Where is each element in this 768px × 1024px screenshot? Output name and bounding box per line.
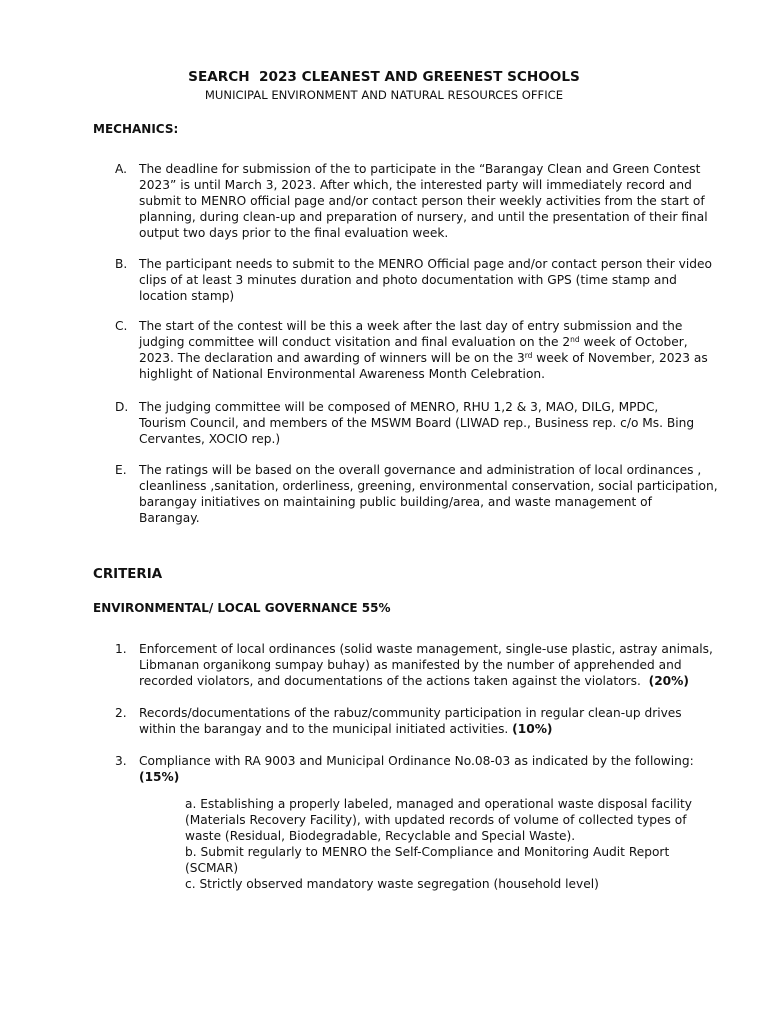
paragraph-line: 2023. The declaration and awarding of winners will be on the 3rd week of November, 2023 as: [139, 351, 708, 365]
paragraph-line: output two days prior to the final evaluation week.: [139, 226, 449, 240]
criteria-heading: CRITERIA: [93, 567, 163, 582]
subitem-line: (Materials Recovery Facility), with updated records of volume of collected types of: [185, 813, 687, 827]
paragraph-line: Compliance with RA 9003 and Municipal Ordinance No.08-03 as indicated by the following:: [139, 754, 694, 768]
paragraph-line: within the barangay and to the municipal initiated activities. (10%): [139, 722, 553, 736]
criteria-item-3-subitems: [185, 796, 692, 892]
list-marker: D.: [115, 400, 129, 414]
paragraph-line: The ratings will be based on the overall governance and administration of local ordinances ,: [139, 463, 702, 477]
paragraph-line: recorded violators, and documentations of the actions taken against the violators. (20%): [139, 674, 689, 688]
list-marker: 1.: [115, 642, 127, 656]
document-subtitle: MUNICIPAL ENVIRONMENT AND NATURAL RESOURCES OFFICE: [204, 88, 564, 102]
paragraph-line: clips of at least 3 minutes duration and photo documentation with GPS (time stamp and: [139, 273, 677, 287]
paragraph-line: The participant needs to submit to the MENRO Official page and/or contact person their video: [139, 257, 712, 271]
subitem-line: waste (Residual, Biodegradable, Recyclable and Special Waste).: [185, 829, 576, 843]
paragraph-line: planning, during clean-up and preparation of nursery, and until the presentation of their final: [139, 210, 708, 224]
paragraph-line: The deadline for submission of the to participate in the “Barangay Clean and Green Contest: [139, 162, 701, 176]
paragraph-line: Records/documentations of the rabuz/community participation in regular clean-up drives: [139, 706, 682, 720]
list-marker: A.: [115, 162, 127, 176]
list-marker: E.: [115, 463, 127, 477]
paragraph-line: submit to MENRO official page and/or contact person their weekly activities from the start of: [139, 194, 705, 208]
weight-percentage: (15%): [139, 770, 180, 784]
subitem-line: b. Submit regularly to MENRO the Self-Compliance and Monitoring Audit Report: [185, 845, 670, 859]
mechanics-heading: MECHANICS:: [93, 122, 179, 136]
weight-percentage: (20%): [648, 674, 689, 688]
paragraph-line: Barangay.: [139, 511, 200, 525]
weight-percentage: (10%): [512, 722, 553, 736]
ordinal-superscript: rd: [524, 351, 533, 360]
paragraph-line: 2023” is until March 3, 2023. After which, the interested party will immediately record and: [139, 178, 692, 192]
paragraph-line: Cervantes, XOCIO rep.): [139, 432, 281, 446]
criteria-subheading: ENVIRONMENTAL/ LOCAL GOVERNANCE 55%: [93, 601, 391, 615]
paragraph-line: cleanliness ,sanitation, orderliness, greening, environmental conservation, social participation,: [139, 479, 718, 493]
subitem-line: (SCMAR): [185, 861, 239, 875]
paragraph-line: location stamp): [139, 289, 235, 303]
paragraph-line: highlight of National Environmental Awareness Month Celebration.: [139, 367, 546, 381]
paragraph-line: The judging committee will be composed of MENRO, RHU 1,2 & 3, MAO, DILG, MPDC,: [139, 400, 659, 414]
list-marker: B.: [115, 257, 128, 271]
paragraph-line: Tourism Council, and members of the MSWM Board (LIWAD rep., Business rep. c/o Ms. Bing: [139, 416, 695, 430]
paragraph-line: The start of the contest will be this a week after the last day of entry submission and the: [139, 319, 683, 333]
list-marker: 2.: [115, 706, 127, 720]
subitem-line: a. Establishing a properly labeled, managed and operational waste disposal facility: [185, 797, 692, 811]
list-marker: C.: [115, 319, 128, 333]
ordinal-superscript: nd: [570, 335, 580, 344]
subitem-line: c. Strictly observed mandatory waste segregation (household level): [185, 877, 599, 891]
paragraph-line: Enforcement of local ordinances (solid waste management, single-use plastic, astray animals,: [139, 642, 713, 656]
paragraph-line: judging committee will conduct visitation and final evaluation on the 2nd week of October,: [139, 335, 688, 349]
paragraph-line: Libmanan organikong sumpay buhay) as manifested by the number of apprehended and: [139, 658, 682, 672]
list-marker: 3.: [115, 754, 127, 768]
document-title: SEARCH 2023 CLEANEST AND GREENEST SCHOOLS: [188, 69, 580, 85]
paragraph-line: barangay initiatives on maintaining public building/area, and waste management of: [139, 495, 652, 509]
